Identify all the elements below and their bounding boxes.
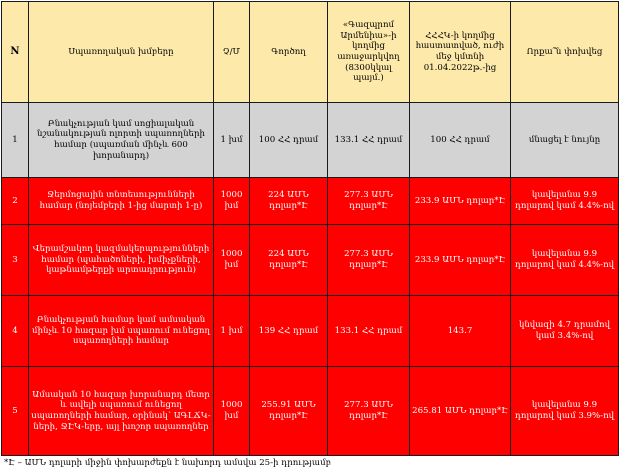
row-change: կավելանա 9.9 դոլարով կամ 4.4%-ով [511,225,619,296]
header-current: Գործող [250,2,328,103]
row-number: 4 [2,296,29,367]
row-current: 100 ՀՀ դրամ [250,103,328,178]
row-group: Վերամշակող կազմակերպությունների համար (պահածոների, խմիչքների, կաթնամթերքի արտադրություն) [29,225,214,296]
row-unit: 1000 խմ [214,225,250,296]
header-approved: ՀՀՀԿ-ի կողմից հաստատված, ուժի մեջ կմտնի 01.04.2022թ.-ից [410,2,511,103]
row-group: Ամսական 10 հազար խորանարդ մետր և ավելի սպառում ունեցող սպառողների համար, օրինակ՝ ԱԳԼՃԿ-ների, ՋԷԿ-երը, այլ խոշոր սպառողներ [29,367,214,456]
row-number: 5 [2,367,29,456]
row-group: Ջերմոցային տնտեսությունների համար (նոյեմբերի 1-ից մարտի 1-ը) [29,178,214,225]
header-offer: «Գազպրոմ Արմենիա»-ի կողմից առաջարկվող (8300կկալ պայմ.) [328,2,410,103]
header-group: Սպառողական խմբերը [29,2,214,103]
row-approved: 143.7 [410,296,511,367]
row-change: կավելանա 9.9 դոլարով կամ 3.9%-ով [511,367,619,456]
row-current: 224 ԱՄՆ դոլար*Է [250,178,328,225]
row-approved: 265.81 ԱՄՆ դոլար*Է [410,367,511,456]
table-row [2,178,619,225]
table-row [2,103,619,178]
row-offer: 277.3 ԱՄՆ դոլար*Է [328,367,410,456]
table-row [2,296,619,367]
row-group: Բնակչության կամ սոցիալական նշանակության ոլորտի սպառողների համար (սպառման մինչև 600 խորանարդ) [29,103,214,178]
row-current: 255.91 ԱՄՆ դոլար*Է [250,367,328,456]
footnote: *Է – ԱՄՆ դոլարի միջին փոխարժեքն է նախորդ ամսվա 25-ի դրությամբ [4,458,331,468]
row-approved: 100 ՀՀ դրամ [410,103,511,178]
tariff-table [1,1,619,456]
row-unit: 1 խմ [214,103,250,178]
row-current: 139 ՀՀ դրամ [250,296,328,367]
header-row [2,2,619,103]
row-offer: 277.3 ԱՄՆ դոլար*Է [328,178,410,225]
row-unit: 1 խմ [214,296,250,367]
row-change: կավելանա 9.9 դոլարով կամ 4.4%-ով [511,178,619,225]
table-row [2,225,619,296]
table-row [2,367,619,456]
row-unit: 1000 խմ [214,178,250,225]
row-unit: 1000 խմ [214,367,250,456]
row-approved: 233.9 ԱՄՆ դոլար*Է [410,225,511,296]
header-change: Որքա՞ն փոխվեց [511,2,619,103]
row-group: Բնակչության համար կամ ամսական մինչև 10 հազար խմ սպառում ունեցող սպառողների համար [29,296,214,367]
row-offer: 133.1 ՀՀ դրամ [328,103,410,178]
row-offer: 277.3 ԱՄՆ դոլար*Է [328,225,410,296]
header-n: N [2,2,29,103]
row-offer: 133.1 ՀՀ դրամ [328,296,410,367]
row-current: 224 ԱՄՆ դոլար*Է [250,225,328,296]
row-number: 2 [2,178,29,225]
row-change: մնացել է նույնը [511,103,619,178]
row-number: 3 [2,225,29,296]
row-number: 1 [2,103,29,178]
header-unit: Չ/Մ [214,2,250,103]
row-change: կնվազի 4.7 դրամով կամ 3.4%-ով [511,296,619,367]
row-approved: 233.9 ԱՄՆ դոլար*Է [410,178,511,225]
